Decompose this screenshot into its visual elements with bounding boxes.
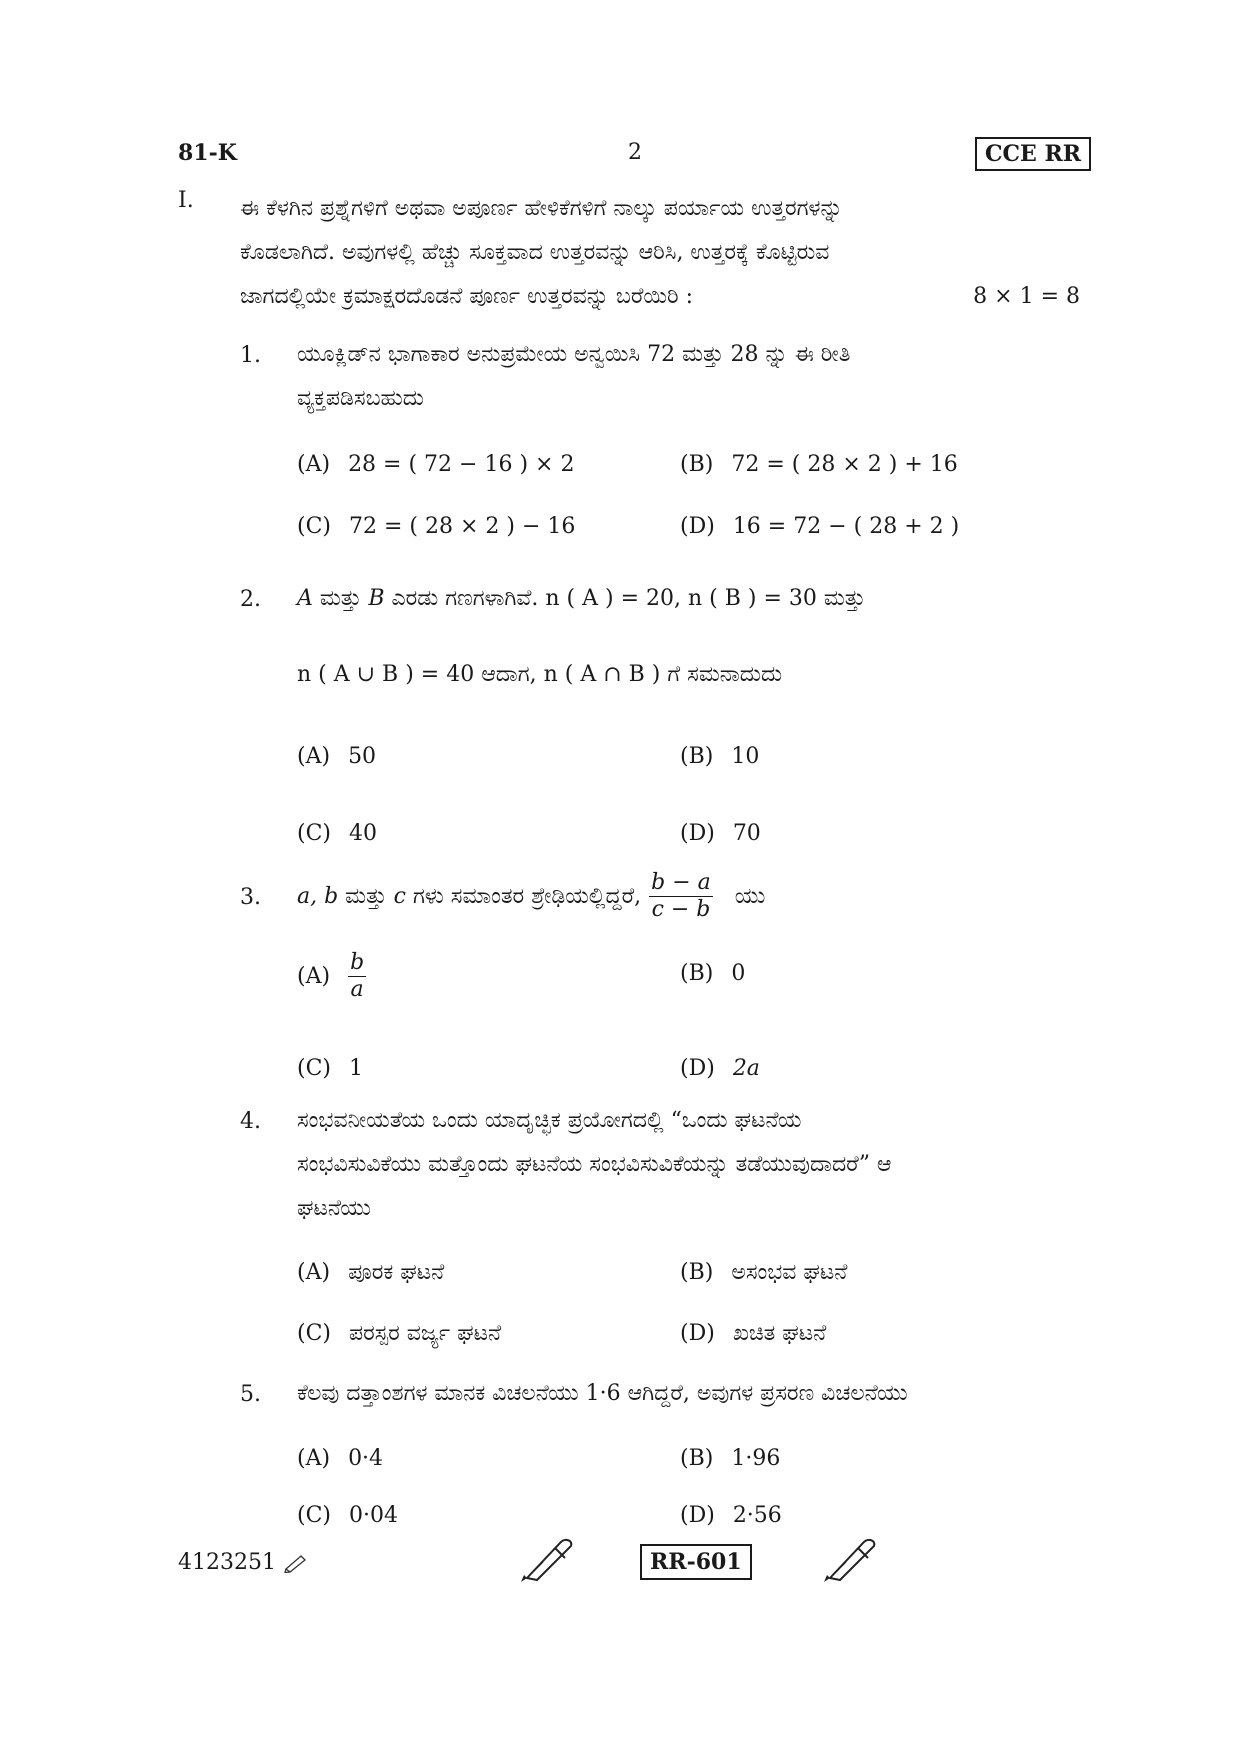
option-label: (B) [680, 1260, 714, 1285]
option-c [297, 1321, 501, 1346]
option-label: (D) [680, 1321, 715, 1346]
option-c [297, 514, 575, 539]
option-label: (B) [680, 452, 714, 477]
option-b [680, 744, 759, 769]
option-label: (A) [297, 1260, 331, 1285]
option-b [680, 1446, 780, 1471]
pencil-icon [283, 1553, 309, 1573]
question-line: ಸಂಭವನೀಯತೆಯ ಒಂದು ಯಾದೃಚ್ಛಿಕ ಪ್ರಯೋಗದಲ್ಲಿ “ಒಂದು ಘಟನೆಯ [297, 1108, 802, 1133]
option-label: (C) [297, 1503, 331, 1528]
option-label: (A) [297, 1446, 331, 1471]
question-text [297, 1099, 1080, 1231]
math-var: B [368, 586, 385, 611]
instruction-line: ಕೊಡಲಾಗಿದೆ. ಅವುಗಳಲ್ಲಿ ಹೆಚ್ಚು ಸೂಕ್ತವಾದ ಉತ್ತರವನ್ನು ಆರಿಸಿ, ಉತ್ತರಕ್ಕೆ ಕೊಟ್ಟಿರುವ [240, 240, 830, 265]
option-text: 1 [349, 1056, 363, 1081]
exam-type-badge: CCE RR [975, 137, 1091, 171]
option-label: (A) [297, 744, 331, 769]
marks-label: 8 × 1 = 8 [973, 284, 1080, 309]
option-text: 28 = ( 72 − 16 ) × 2 [348, 452, 575, 477]
question-number: 2. [240, 587, 261, 612]
option-a [297, 950, 366, 1003]
question-line: ವ್ಯಕ್ತಪಡಿಸಬಹುದು [297, 386, 424, 411]
fraction-denominator: a [350, 977, 364, 1002]
option-text: ಪರಸ್ಪರ ವರ್ಜ್ಯ ಘಟನೆ [349, 1321, 502, 1346]
option-label: (D) [680, 514, 715, 539]
question-line [297, 577, 1080, 621]
option-a [297, 744, 376, 769]
math-var: A [297, 586, 313, 611]
section-instruction [240, 187, 1080, 319]
paper-code-text: 4123251 [178, 1550, 276, 1575]
instruction-text: ಜಾಗದಲ್ಲಿಯೇ ಕ್ರಮಾಕ್ಷರದೊಡನೆ ಪೂರ್ಣ ಉತ್ತರವನ್ನು ಬರೆಯಿರಿ : [240, 284, 693, 309]
option-c [297, 1056, 363, 1081]
option-label: (C) [297, 514, 331, 539]
option-text: 0 [731, 961, 746, 986]
question-number: 5. [240, 1382, 261, 1407]
question-text: ಕೆಲವು ದತ್ತಾಂಶಗಳ ಮಾನಕ ವಿಚಲನೆಯು 1·6 ಆಗಿದ್ದರೆ, ಅವುಗಳ ಪ್ರಸರಣ ವಿಚಲನೆಯು [297, 1381, 908, 1406]
option-d [680, 821, 761, 846]
option-text: 72 = ( 28 × 2 ) + 16 [731, 452, 958, 477]
instruction-line [240, 275, 1080, 319]
fraction-denominator: c − b [651, 897, 711, 922]
question-fragment: ಮತ್ತು [312, 586, 369, 611]
question-number: 1. [240, 343, 261, 368]
question-fragment: ಎರಡು ಗಣಗಳಾಗಿವೆ. n ( A ) = 20, n ( B ) = 30 ಮತ್ತು [384, 586, 866, 611]
option-label: (B) [680, 744, 714, 769]
option-text: ಖಚಿತ ಘಟನೆ [732, 1321, 827, 1346]
option-text: 2·56 [732, 1503, 782, 1528]
subject-code: 81-K [178, 140, 237, 166]
question-fragment: ಗಳು ಸಮಾಂತರ ಶ್ರೇಢಿಯಲ್ಲಿದ್ದರೆ, [405, 884, 642, 909]
question-line: ಘಟನೆಯು [297, 1196, 371, 1221]
question-line: ಯೂಕ್ಲಿಡ್‌ನ ಭಾಗಾಕಾರ ಅನುಪ್ರಮೇಯ ಅನ್ವಯಿಸಿ 72 ಮತ್ತು 28 ನ್ನು ಈ ರೀತಿ [297, 342, 851, 367]
option-label: (B) [680, 1446, 714, 1471]
option-text: 70 [732, 821, 761, 846]
option-b [680, 1260, 847, 1285]
option-label: (A) [297, 964, 331, 989]
option-d [680, 514, 959, 539]
option-label: (D) [680, 1056, 715, 1081]
option-c [297, 1503, 398, 1528]
option-label: (C) [297, 821, 331, 846]
option-label: (D) [680, 821, 715, 846]
option-text: 10 [731, 744, 760, 769]
pen-icon [818, 1532, 882, 1584]
option-b [680, 961, 745, 986]
section-number: I. [178, 188, 194, 213]
fraction-numerator: b − a [651, 870, 711, 895]
option-text: 50 [348, 744, 377, 769]
instruction-line: ಈ ಕೆಳಗಿನ ಪ್ರಶ್ನೆಗಳಿಗೆ ಅಥವಾ ಅಪೂರ್ಣ ಹೇಳಿಕೆಗಳಿಗೆ ನಾಲ್ಕು ಪರ್ಯಾಯ ಉತ್ತರಗಳನ್ನು [240, 196, 843, 221]
option-text: 2a [732, 1056, 760, 1081]
option-a [297, 1446, 383, 1471]
fraction-numerator: b [350, 950, 365, 975]
question-text [297, 577, 1080, 621]
question-number: 4. [240, 1109, 261, 1134]
question-paper-code-box: RR-601 [640, 1544, 752, 1580]
option-text: 0·04 [349, 1503, 398, 1528]
option-label: (A) [297, 452, 331, 477]
option-a [297, 1260, 444, 1285]
question-number: 3. [240, 885, 261, 910]
option-label: (B) [680, 961, 714, 986]
option-text: 0·4 [348, 1446, 384, 1471]
option-a [297, 452, 574, 477]
option-label: (D) [680, 1503, 715, 1528]
option-label: (C) [297, 1321, 331, 1346]
option-d [680, 1056, 760, 1081]
option-text: 16 = 72 − ( 28 + 2 ) [732, 514, 960, 539]
option-text: 72 = ( 28 × 2 ) − 16 [349, 514, 576, 539]
math-var: a, b [297, 884, 339, 909]
question-fragment: ಯು [734, 884, 766, 909]
option-label: (C) [297, 1056, 331, 1081]
option-text: 1·96 [731, 1446, 781, 1471]
option-text: ಅಸಂಭವ ಘಟನೆ [731, 1260, 848, 1285]
page-number: 2 [628, 140, 642, 165]
fraction [348, 950, 366, 1003]
option-text: ಪೂರಕ ಘಟನೆ [348, 1260, 445, 1285]
paper-code [178, 1550, 309, 1575]
option-d [680, 1503, 782, 1528]
question-fragment: ಮತ್ತು [338, 884, 394, 909]
question-line: n ( A ∪ B ) = 40 ಆದಾಗ, n ( A ∩ B ) ಗೆ ಸಮನಾದುದು [297, 662, 783, 687]
pen-icon [515, 1532, 579, 1584]
fraction [649, 870, 713, 923]
option-text: 40 [349, 821, 377, 846]
question-line: ಸಂಭವಿಸುವಿಕೆಯು ಮತ್ತೊಂದು ಘಟನೆಯ ಸಂಭವಿಸುವಿಕೆಯನ್ನು ತಡೆಯುವುದಾದರೆ” ಆ [297, 1152, 892, 1177]
option-d [680, 1321, 826, 1346]
math-var: c [393, 884, 406, 909]
option-c [297, 821, 377, 846]
question-text [297, 870, 765, 923]
question-text [297, 333, 1080, 421]
option-b [680, 452, 958, 477]
